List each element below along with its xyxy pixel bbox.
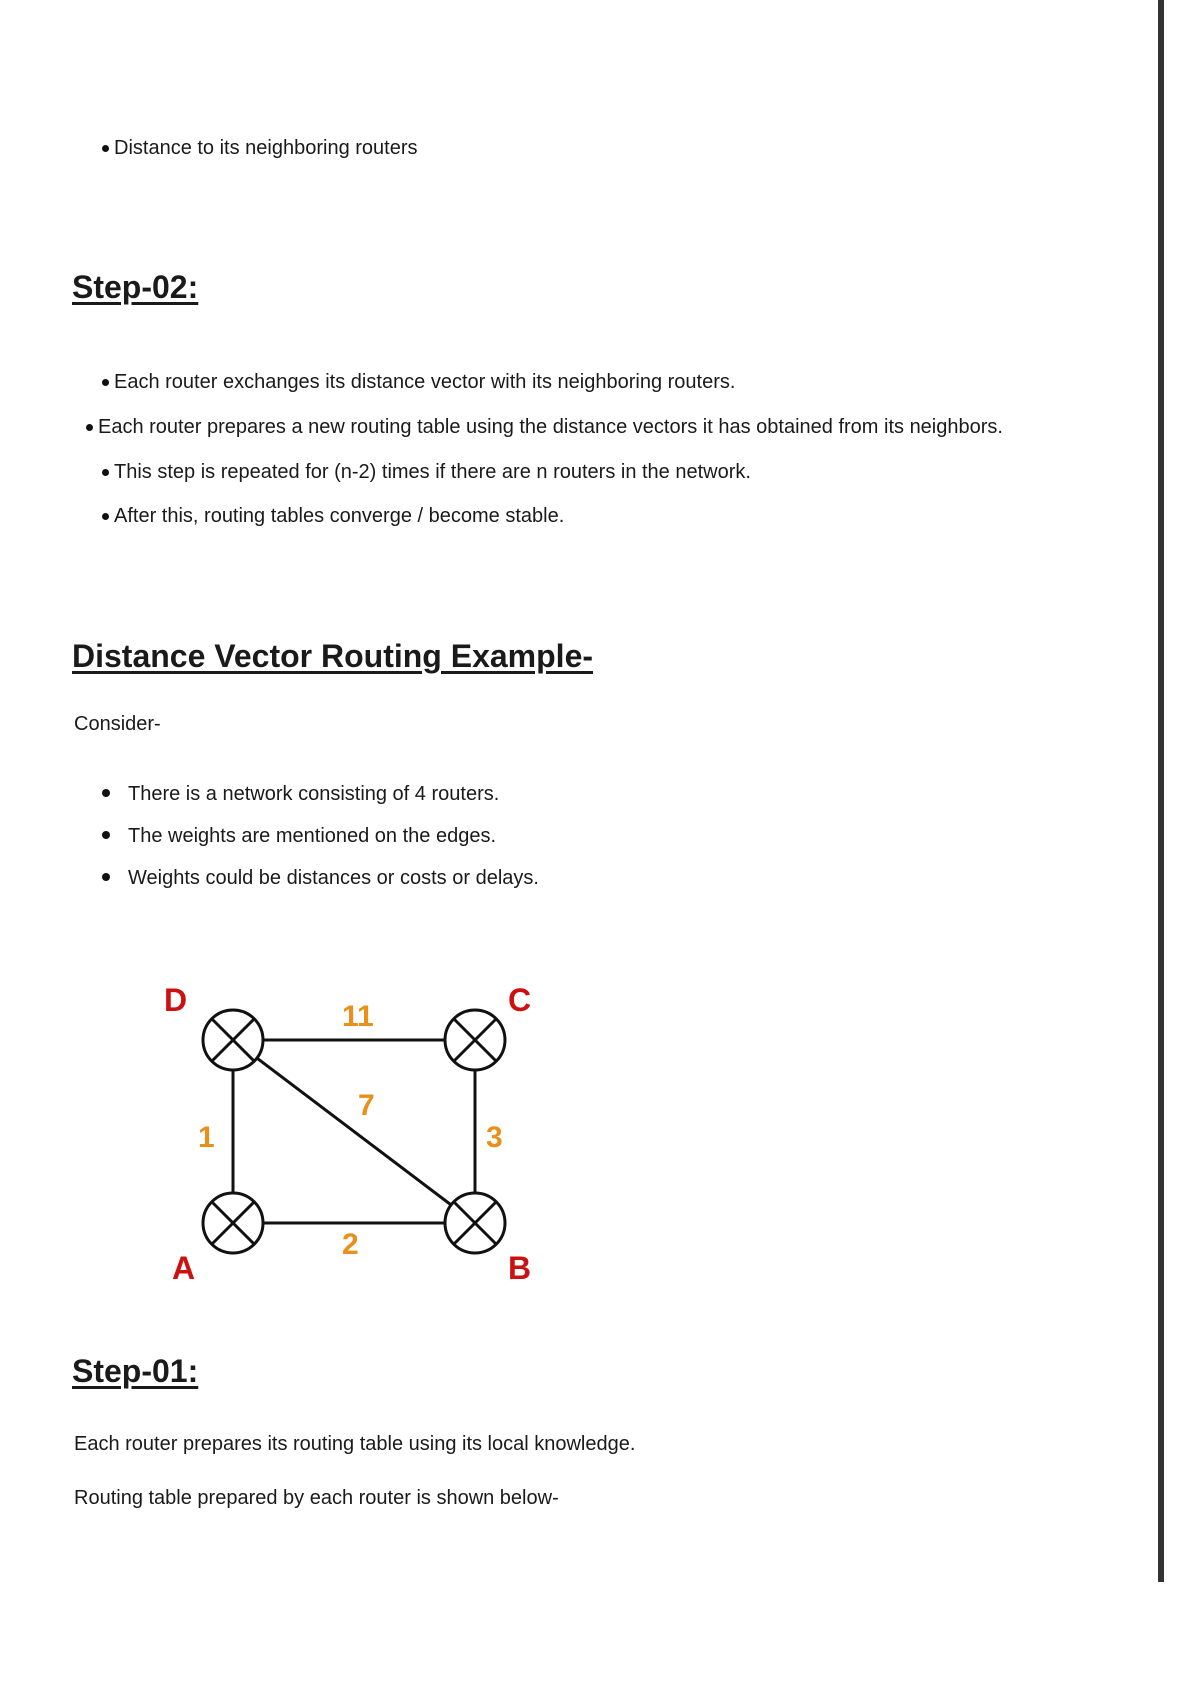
bullet-icon [102, 469, 109, 476]
list-item [102, 504, 564, 528]
node-label-c: C [508, 982, 532, 1018]
edge-weight-d-a: 1 [198, 1121, 215, 1154]
edge-weight-d-c: 11 [342, 1000, 374, 1033]
step01-paragraph: Each router prepares its routing table using its local knowledge. [74, 1433, 636, 1455]
edge-weight-d-b: 7 [358, 1089, 375, 1122]
bullet-icon [102, 513, 109, 520]
node-label-d: D [164, 982, 188, 1018]
node-label-b: B [508, 1250, 532, 1286]
list-item-text: Weights could be distances or costs or delays. [128, 867, 539, 889]
edge-weight-a-b: 2 [342, 1228, 359, 1261]
list-item-text: This step is repeated for (n-2) times if there are n routers in the network. [114, 461, 751, 483]
list-item [102, 782, 499, 806]
edge-weight-c-b: 3 [486, 1121, 503, 1154]
list-item [102, 866, 539, 890]
list-item [102, 136, 418, 160]
step02-heading: Step-02: [72, 269, 199, 305]
node-label-a: A [172, 1250, 196, 1286]
list-item-text: After this, routing tables converge / become stable. [114, 505, 565, 527]
example-heading: Distance Vector Routing Example- [72, 638, 594, 674]
bullet-icon [102, 789, 110, 797]
bullet-icon [102, 873, 110, 881]
right-margin-rule [1158, 0, 1164, 1582]
list-item [102, 460, 751, 484]
list-item-text: Each router prepares a new routing table using the distance vectors it has obtained from its neighbors. [98, 416, 1003, 438]
bullet-icon [102, 145, 109, 152]
router-d-icon [203, 1010, 263, 1070]
list-item [102, 370, 735, 394]
bullet-icon [86, 424, 93, 431]
step01-paragraph: Routing table prepared by each router is shown below- [74, 1487, 559, 1509]
router-c-icon [445, 1010, 505, 1070]
router-a-icon [203, 1193, 263, 1253]
list-item-text: Distance to its neighboring routers [114, 137, 418, 159]
list-item-text: The weights are mentioned on the edges. [128, 825, 497, 847]
list-item-text: There is a network consisting of 4 routers. [128, 783, 500, 805]
network-diagram [150, 975, 550, 1295]
list-item-text: Each router exchanges its distance vector with its neighboring routers. [114, 371, 736, 393]
consider-text: Consider- [74, 713, 161, 735]
router-b-icon [445, 1193, 505, 1253]
step01-heading: Step-01: [72, 1353, 199, 1389]
bullet-icon [102, 379, 109, 386]
list-item [86, 415, 1003, 439]
edge-d-b [233, 1040, 475, 1223]
bullet-icon [102, 831, 110, 839]
list-item [102, 824, 496, 848]
